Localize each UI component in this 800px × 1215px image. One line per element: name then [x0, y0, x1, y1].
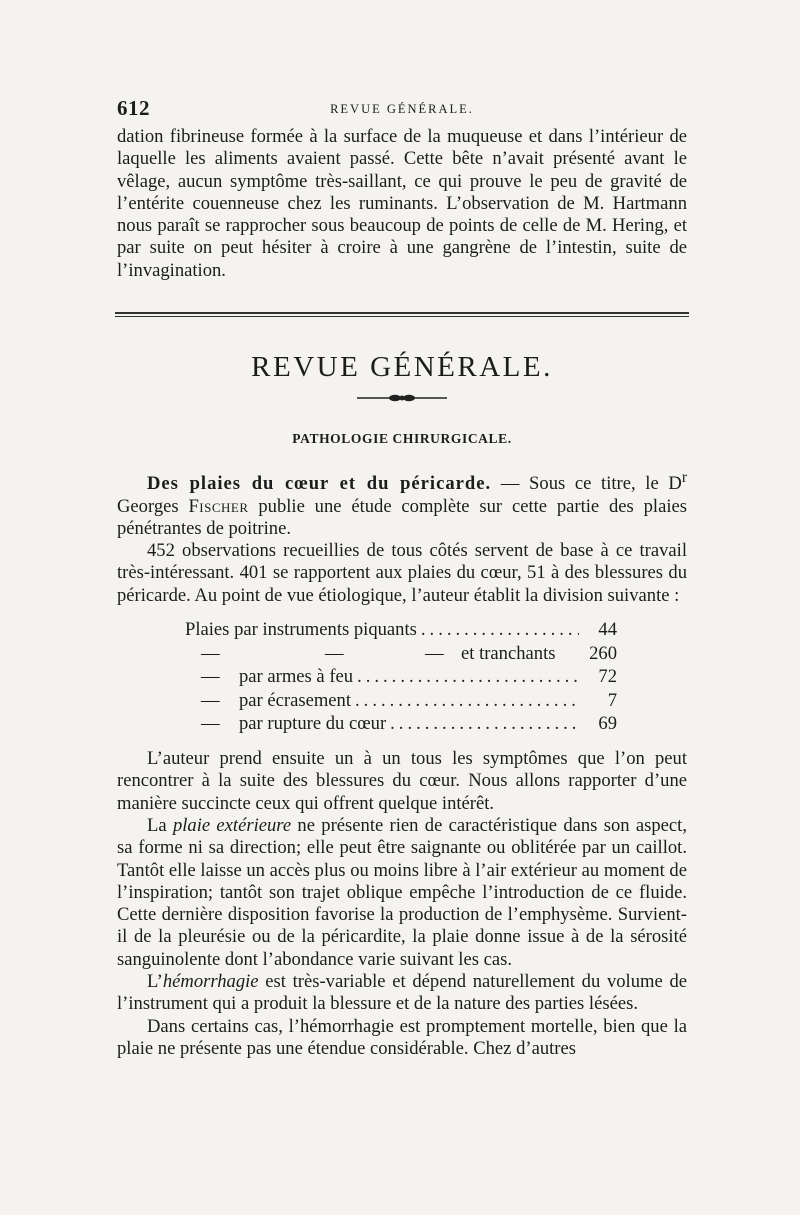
ditto-dash: —	[201, 642, 220, 664]
ditto-dash: —	[201, 713, 220, 735]
table-row	[185, 689, 617, 713]
table-row	[185, 618, 617, 642]
article-paragraph-3: L’auteur prend ensuite un à un tous les symptômes que l’on peut rencontrer à la suite des blessures du cœur. Nous allons rapporter d’une manière succincte ceux qui offrent quelque intérêt.	[117, 748, 687, 814]
dot-leader	[357, 665, 579, 689]
row-label: Plaies par instruments piquants	[185, 619, 417, 641]
row-label: et tranchants	[461, 642, 556, 664]
section-divider-rule	[115, 312, 689, 317]
author-name: Fischer	[188, 495, 249, 517]
row-value: 260	[589, 642, 617, 664]
p1-after-title: — Sous ce titre, le D	[491, 473, 682, 495]
doctor-abbrev-sup: r	[681, 469, 687, 487]
etiology-table	[185, 618, 617, 736]
row-label: par écrasement	[239, 689, 352, 711]
row-value: 7	[607, 689, 617, 711]
row-label: par rupture du cœur	[239, 713, 387, 735]
article-title: Des plaies du cœur et du péricarde.	[147, 473, 492, 495]
ditto-dash: —	[425, 642, 444, 664]
page	[117, 96, 687, 1060]
article-paragraph-6: Dans certains cas, l’hémorrhagie est promptement mortelle, bien que la plaie ne présente pas une étendue considérable. Chez d’autres	[117, 1015, 687, 1059]
running-title: REVUE GÉNÉRALE.	[330, 102, 474, 116]
row-value: 69	[598, 713, 617, 735]
p1-rest: publie une étude complète sur cette partie des plaies pénétrantes de poitrine.	[117, 495, 687, 539]
table-row	[185, 712, 617, 736]
running-head	[117, 96, 687, 126]
p4-start: La	[147, 814, 173, 836]
ornament-divider-icon	[357, 392, 447, 404]
table-row	[185, 642, 617, 666]
ditto-dash: —	[201, 666, 220, 688]
article-paragraph-5	[117, 971, 687, 1016]
article-paragraph-2: 452 observations recueillies de tous côtés servent de base à ce travail très-intéressant. 401 se rapportent aux plaies du cœur, 51 à des blessures du péricarde. Au point de vue étiologique, l’auteur établit la division suivante :	[117, 540, 687, 606]
section-title: REVUE GÉNÉRALE.	[251, 351, 553, 384]
intro-paragraph: dation fibrineuse formée à la surface de la muqueuse et dans l’intérieur de laquelle les aliments avaient passé. Cette bête n’avait présenté avant le vêlage, aucun symptôme très-saillant, ce qui prouve le peu de gravité de l’entérite couenneuse chez les ruminants. L’observation de M. Hartmann nous paraît se rapprocher sous beaucoup de points de celle de M. Hering, et par suite on peut hésiter à croire à une gangrène de l’intestin, suite de l’invagination.	[117, 126, 687, 281]
page-number: 612	[117, 96, 150, 120]
article-paragraph-4	[117, 815, 687, 971]
dot-leader	[421, 618, 579, 642]
p5-rest: est très-variable et dépend naturellement du volume de l’instrument qui a produit la blessure et de la nature des parties lésées.	[117, 970, 687, 1015]
subsection-title: PATHOLOGIE CHIRURGICALE.	[292, 431, 512, 447]
row-label: par armes à feu	[239, 666, 354, 688]
article-paragraph-1	[117, 467, 687, 540]
row-value: 44	[598, 619, 617, 641]
dot-leader	[355, 689, 579, 713]
p5-emphasis: hémorrhagie	[162, 970, 259, 992]
p4-rest: ne présente rien de caractéristique dans son aspect, sa forme ni sa direction; elle peut être saignante ou oblitérée par un caillot. Tantôt elle laisse un accès plus ou moins libre à l’air extérieur au moment de l’inspiration; tantôt son trajet oblique empêche l’introduction de ce fluide. Cette dernière disposition favorise la production de l’emphysème. Survient-il de la pleurésie ou de la péricardite, la plaie donne issue à de la sérosité sanguinolente dont l’abondance varie suivant les cas.	[117, 814, 687, 970]
p1-first-name: Georges	[117, 495, 189, 517]
ditto-dash: —	[325, 642, 344, 664]
dot-leader	[390, 712, 579, 736]
row-value: 72	[598, 666, 617, 688]
table-row	[185, 665, 617, 689]
ditto-dash: —	[201, 689, 220, 711]
p4-emphasis: plaie extérieure	[172, 814, 292, 836]
p5-start: L’	[147, 970, 163, 992]
